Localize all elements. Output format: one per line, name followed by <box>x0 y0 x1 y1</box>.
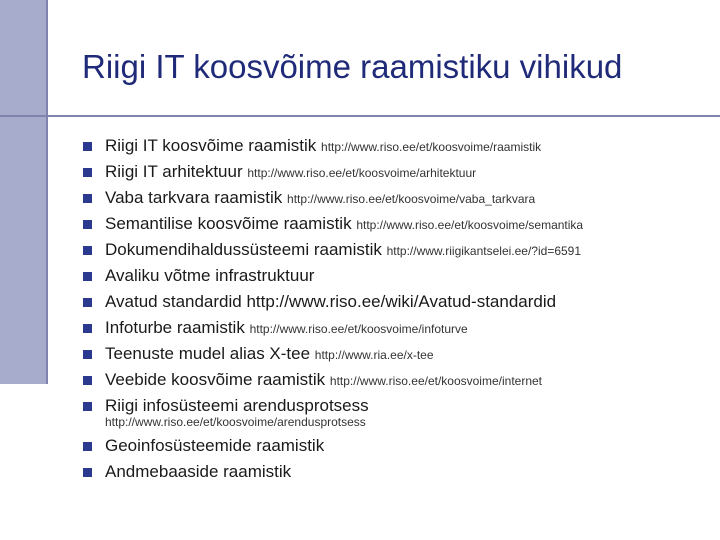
list-item <box>83 393 713 433</box>
item-label: Riigi IT arhitektuur <box>105 162 243 181</box>
item-link[interactable]: http://www.riso.ee/et/koosvoime/internet <box>329 374 543 388</box>
item-label: Avatud standardid <box>105 292 242 311</box>
item-link[interactable]: http://www.ria.ee/x-tee <box>314 348 434 362</box>
item-label: Riigi IT koosvõime raamistik <box>105 136 317 155</box>
list-item <box>83 341 713 367</box>
item-link[interactable]: http://www.riso.ee/et/koosvoime/infoturve <box>249 322 468 336</box>
list-item <box>83 367 713 393</box>
item-link[interactable]: http://www.riso.ee/wiki/Avatud-standardid <box>246 292 557 311</box>
bullet-square-icon <box>83 298 92 307</box>
bullet-square-icon <box>83 194 92 203</box>
bullet-list <box>83 133 713 485</box>
item-label: Vaba tarkvara raamistik <box>105 188 283 207</box>
item-label: Infoturbe raamistik <box>105 318 245 337</box>
item-label: Teenuste mudel alias X-tee <box>105 344 311 363</box>
bullet-square-icon <box>83 272 92 281</box>
item-link[interactable]: http://www.riso.ee/et/koosvoime/raamistik <box>321 140 542 154</box>
title-divider <box>0 115 720 117</box>
bullet-square-icon <box>83 142 92 151</box>
list-item <box>83 289 713 315</box>
item-label: Avaliku võtme infrastruktuur <box>105 266 315 285</box>
bullet-square-icon <box>83 376 92 385</box>
item-label: Semantilise koosvõime raamistik <box>105 214 352 233</box>
list-item <box>83 433 713 459</box>
bullet-square-icon <box>83 246 92 255</box>
list-item <box>83 237 713 263</box>
item-label: Andmebaaside raamistik <box>105 462 292 481</box>
list-item <box>83 185 713 211</box>
left-accent-edge <box>46 0 48 384</box>
item-label: Riigi infosüsteemi arendusprotsess <box>105 396 369 415</box>
bullet-square-icon <box>83 350 92 359</box>
bullet-square-icon <box>83 468 92 477</box>
item-link[interactable]: http://www.riso.ee/et/koosvoime/vaba_tarkvara <box>287 192 536 206</box>
left-accent-band <box>0 0 46 384</box>
item-label: Veebide koosvõime raamistik <box>105 370 326 389</box>
list-item <box>83 133 713 159</box>
item-link[interactable]: http://www.riso.ee/et/koosvoime/arhitektuur <box>247 166 477 180</box>
list-item <box>83 263 713 289</box>
bullet-square-icon <box>83 220 92 229</box>
bullet-square-icon <box>83 168 92 177</box>
list-item <box>83 315 713 341</box>
bullet-square-icon <box>83 324 92 333</box>
list-item <box>83 211 713 237</box>
item-link[interactable]: http://www.riigikantselei.ee/?id=6591 <box>386 244 582 258</box>
item-link[interactable]: http://www.riso.ee/et/koosvoime/arendusprotsess <box>105 415 366 429</box>
slide-title: Riigi IT koosvõime raamistiku vihikud <box>82 48 623 85</box>
item-label: Geoinfosüsteemide raamistik <box>105 436 325 455</box>
list-item <box>83 459 713 485</box>
item-link[interactable]: http://www.riso.ee/et/koosvoime/semantika <box>356 218 584 232</box>
list-item <box>83 159 713 185</box>
item-label: Dokumendihaldussüsteemi raamistik <box>105 240 382 259</box>
bullet-square-icon <box>83 442 92 451</box>
bullet-square-icon <box>83 402 92 411</box>
